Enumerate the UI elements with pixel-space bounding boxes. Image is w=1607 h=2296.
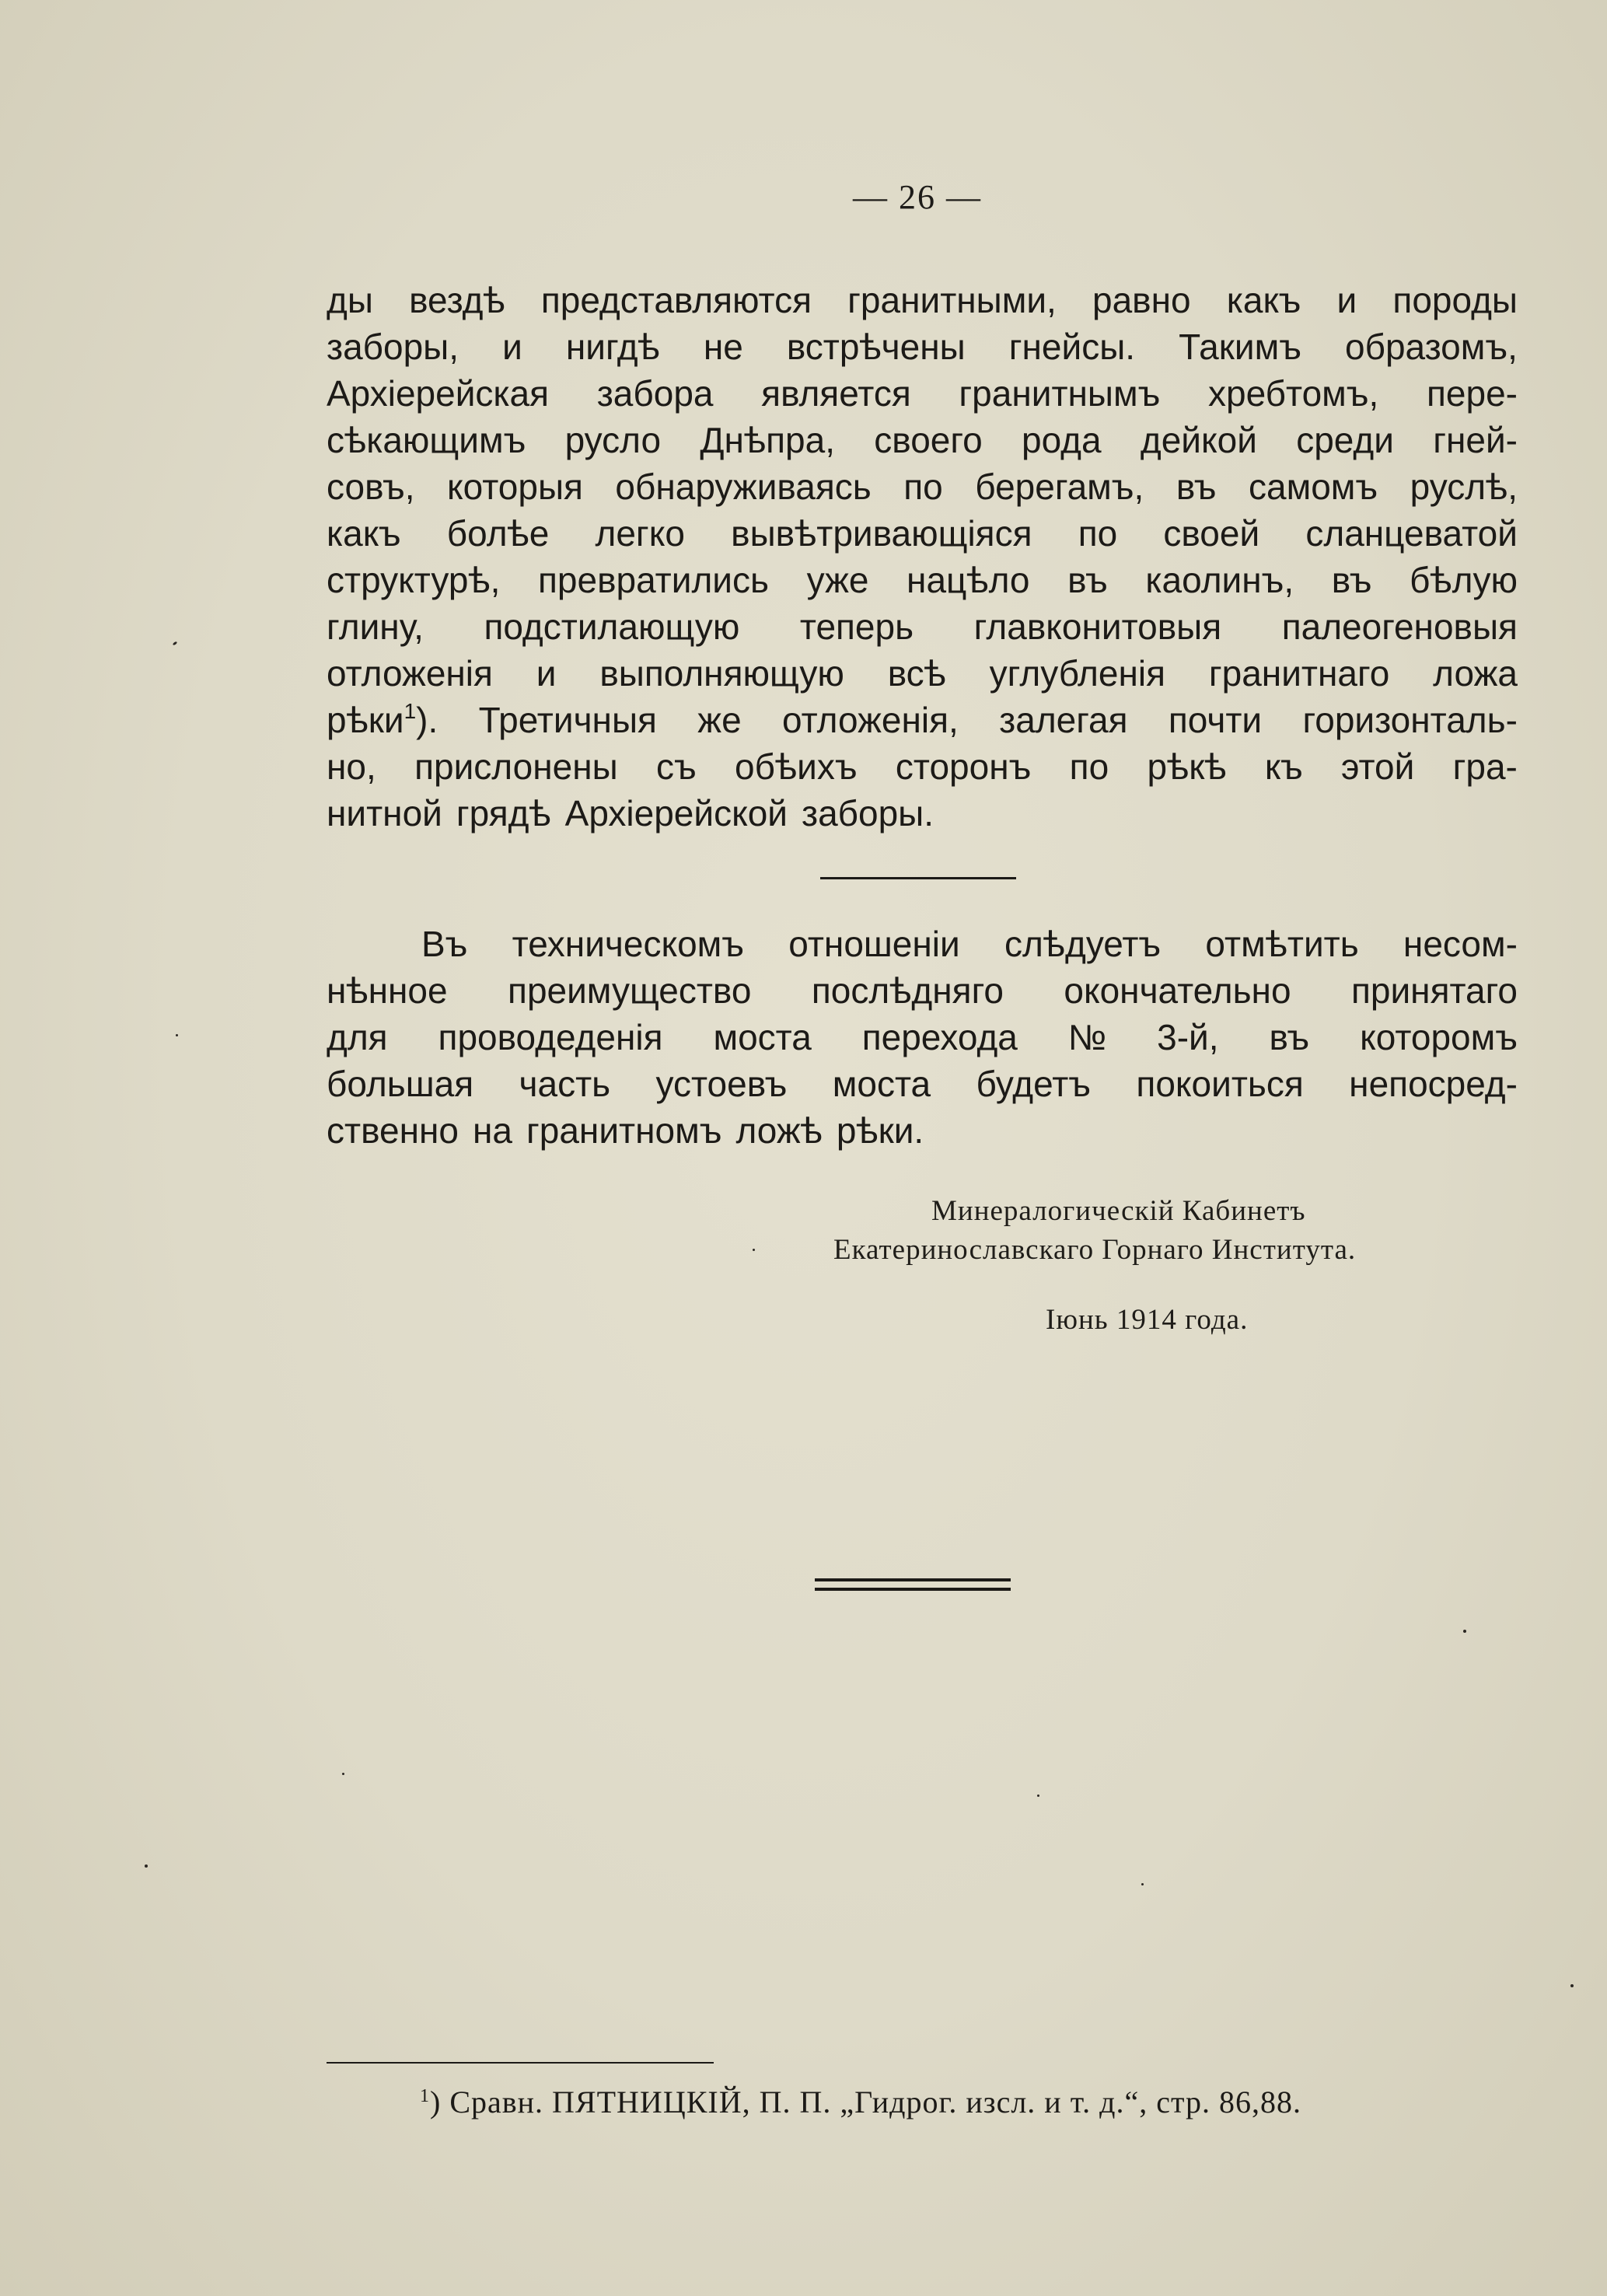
word: гранитнаго xyxy=(1208,653,1390,694)
word: отмѣтить xyxy=(1205,924,1359,964)
word: рѣкѣ xyxy=(1147,746,1227,787)
page-number: — 26 — xyxy=(853,178,982,216)
word: почти xyxy=(1168,700,1263,740)
word: къ xyxy=(1264,746,1303,787)
word: обнаруживаясь xyxy=(615,467,872,507)
text-line xyxy=(327,1061,1518,1107)
word: своей xyxy=(1163,513,1260,554)
word: какъ xyxy=(1226,280,1301,320)
signature-institution: Минералогическій Кабинетъ xyxy=(931,1195,1306,1227)
word: рѣки xyxy=(327,700,404,740)
word: обѣихъ xyxy=(735,746,858,787)
paper-speck xyxy=(1141,1883,1144,1885)
paper-speck xyxy=(176,1034,178,1036)
word: всѣ xyxy=(887,653,946,694)
word: рѣки. xyxy=(836,1110,924,1151)
word: гра- xyxy=(1452,746,1518,787)
word: представляются xyxy=(540,280,812,320)
word: горизонталь- xyxy=(1302,700,1518,740)
word: вывѣтривающіяся xyxy=(731,513,1032,554)
word: непосред- xyxy=(1349,1064,1518,1104)
word: сланцеватой xyxy=(1305,513,1518,554)
paper-speck xyxy=(342,1773,344,1775)
word: № xyxy=(1067,1017,1107,1057)
paper-speck xyxy=(145,1864,148,1868)
word: совъ, xyxy=(327,467,415,507)
word: главконитовыя xyxy=(973,606,1222,647)
word: равно xyxy=(1092,280,1191,320)
word: легко xyxy=(595,513,685,554)
word: Такимъ xyxy=(1179,327,1301,367)
word: перехода xyxy=(861,1017,1018,1057)
paper-speck xyxy=(1037,1795,1039,1797)
paper-speck xyxy=(1463,1630,1466,1633)
word: покоиться xyxy=(1136,1064,1304,1104)
text-line xyxy=(327,510,1518,557)
text-line xyxy=(327,323,1518,370)
word: Третичныя xyxy=(478,700,657,740)
word: является xyxy=(761,373,911,414)
word: Днѣпра, xyxy=(700,420,835,460)
word: несом- xyxy=(1403,924,1518,964)
text-line xyxy=(327,277,1518,323)
word-with-footnote-ref xyxy=(327,697,438,743)
text-line xyxy=(327,790,1518,837)
footnote-reference[interactable]: 1 xyxy=(403,699,417,723)
paper-speck xyxy=(173,641,178,646)
word: будетъ xyxy=(976,1064,1092,1104)
word: палеогеновыя xyxy=(1281,606,1518,647)
paper-speck xyxy=(753,1249,755,1251)
word: 3-й, xyxy=(1157,1017,1219,1057)
word: по xyxy=(903,467,943,507)
word: подстилающую xyxy=(484,606,740,647)
word: болѣе xyxy=(446,513,550,554)
word: гранитнымъ xyxy=(959,373,1161,414)
word: моста xyxy=(713,1017,812,1057)
word: превратились xyxy=(538,560,769,600)
word: гней- xyxy=(1433,420,1518,460)
word: встрѣчены xyxy=(786,327,966,367)
word: пере- xyxy=(1427,373,1518,414)
word: бѣлую xyxy=(1410,560,1518,600)
footnote-marker: 1 xyxy=(420,2086,430,2106)
word: въ xyxy=(1067,560,1108,600)
word: принятаго xyxy=(1350,970,1518,1011)
word: заборы, xyxy=(327,327,459,367)
paragraph-1 xyxy=(327,277,1518,837)
word: самомъ xyxy=(1248,467,1378,507)
footnote xyxy=(420,2084,1301,2120)
word: отношеніи xyxy=(788,924,960,964)
word: не xyxy=(703,327,743,367)
word: дейкой xyxy=(1140,420,1257,460)
text-line xyxy=(327,370,1518,417)
text-line xyxy=(327,743,1518,790)
word: хребтомъ, xyxy=(1208,373,1379,414)
word: которыя xyxy=(447,467,583,507)
word: ственно xyxy=(327,1110,459,1151)
word: нигдѣ xyxy=(565,327,660,367)
word: отложенія xyxy=(327,653,493,694)
word: Архіерейской xyxy=(564,793,788,833)
word: нѣнное xyxy=(327,970,448,1011)
word: техническомъ xyxy=(512,924,745,964)
word: ды xyxy=(327,280,373,320)
word: нацѣло xyxy=(907,560,1030,600)
end-divider-bottom xyxy=(815,1588,1011,1591)
word: русло xyxy=(564,420,662,460)
word: рода xyxy=(1022,420,1102,460)
word: этой xyxy=(1341,746,1415,787)
word: породы xyxy=(1392,280,1518,320)
word: для xyxy=(327,1017,388,1057)
word: углубленія xyxy=(989,653,1166,694)
footnote-text: ) Сравн. ПЯТНИЦКІЙ, П. П. „Гидрог. изсл. и т. д.“, стр. 86,88. xyxy=(430,2085,1302,2120)
word: устоевъ xyxy=(655,1064,788,1104)
word: слѣдуетъ xyxy=(1004,924,1162,964)
footnote-separator xyxy=(327,2062,714,2064)
word: отложенія, xyxy=(782,700,959,740)
text-line xyxy=(327,557,1518,603)
word: по xyxy=(1078,513,1118,554)
word: образомъ, xyxy=(1345,327,1518,367)
word: каолинъ, xyxy=(1145,560,1294,600)
word: гнейсы. xyxy=(1008,327,1136,367)
text-line xyxy=(327,463,1518,510)
word: среди xyxy=(1296,420,1394,460)
word: ложа xyxy=(1433,653,1518,694)
word: прислонены xyxy=(414,746,618,787)
text-line xyxy=(327,650,1518,697)
word: моста xyxy=(832,1064,931,1104)
word: но, xyxy=(327,746,376,787)
text-line xyxy=(327,1014,1518,1061)
paper-speck xyxy=(1570,1984,1574,1987)
word: ложѣ xyxy=(735,1110,823,1151)
word: въ xyxy=(1176,467,1217,507)
word: часть xyxy=(519,1064,611,1104)
word: проводеденія xyxy=(438,1017,663,1057)
word: какъ xyxy=(327,513,401,554)
punctuation: ). xyxy=(416,700,438,740)
word: руслѣ, xyxy=(1410,467,1518,507)
word: своего xyxy=(874,420,983,460)
word: нитной xyxy=(327,793,442,833)
word: выполняющую xyxy=(599,653,844,694)
word: берегамъ, xyxy=(975,467,1144,507)
word: заборы. xyxy=(802,793,935,833)
word: по xyxy=(1069,746,1109,787)
word: въ xyxy=(1331,560,1372,600)
word: сѣкающимъ xyxy=(327,420,526,460)
word: окончательно xyxy=(1064,970,1291,1011)
word: въ xyxy=(1269,1017,1310,1057)
text-line xyxy=(327,921,1518,967)
word: и xyxy=(536,653,557,694)
word: и xyxy=(502,327,522,367)
text-line xyxy=(327,967,1518,1014)
word: которомъ xyxy=(1360,1017,1518,1057)
word: Архіерейская xyxy=(327,373,550,414)
word: уже xyxy=(806,560,869,600)
text-line xyxy=(327,603,1518,650)
word: теперь xyxy=(799,606,914,647)
paragraph-2 xyxy=(327,921,1518,1154)
word: послѣдняго xyxy=(811,970,1004,1011)
word: сторонъ xyxy=(895,746,1032,787)
word: преимущество xyxy=(508,970,752,1011)
section-divider xyxy=(820,877,1016,879)
word: глину, xyxy=(327,606,424,647)
text-line-with-footnote-ref xyxy=(327,697,1518,743)
word: залегая xyxy=(999,700,1128,740)
text-line xyxy=(327,417,1518,463)
word: гранитномъ xyxy=(526,1110,722,1151)
end-divider-top xyxy=(815,1578,1011,1581)
signature-date: Іюнь 1914 года. xyxy=(1046,1304,1249,1336)
word: съ xyxy=(655,746,697,787)
word: вездѣ xyxy=(409,280,505,320)
word: грядѣ xyxy=(456,793,551,833)
word: забора xyxy=(596,373,714,414)
word: структурѣ, xyxy=(327,560,501,600)
word: и xyxy=(1336,280,1357,320)
word: Въ xyxy=(421,924,468,964)
text-line xyxy=(327,1107,1518,1154)
signature-institute: Екатеринославскаго Горнаго Института. xyxy=(833,1234,1357,1266)
word: гранитными, xyxy=(847,280,1057,320)
word: большая xyxy=(327,1064,474,1104)
word: же xyxy=(697,700,742,740)
word: на xyxy=(472,1110,512,1151)
